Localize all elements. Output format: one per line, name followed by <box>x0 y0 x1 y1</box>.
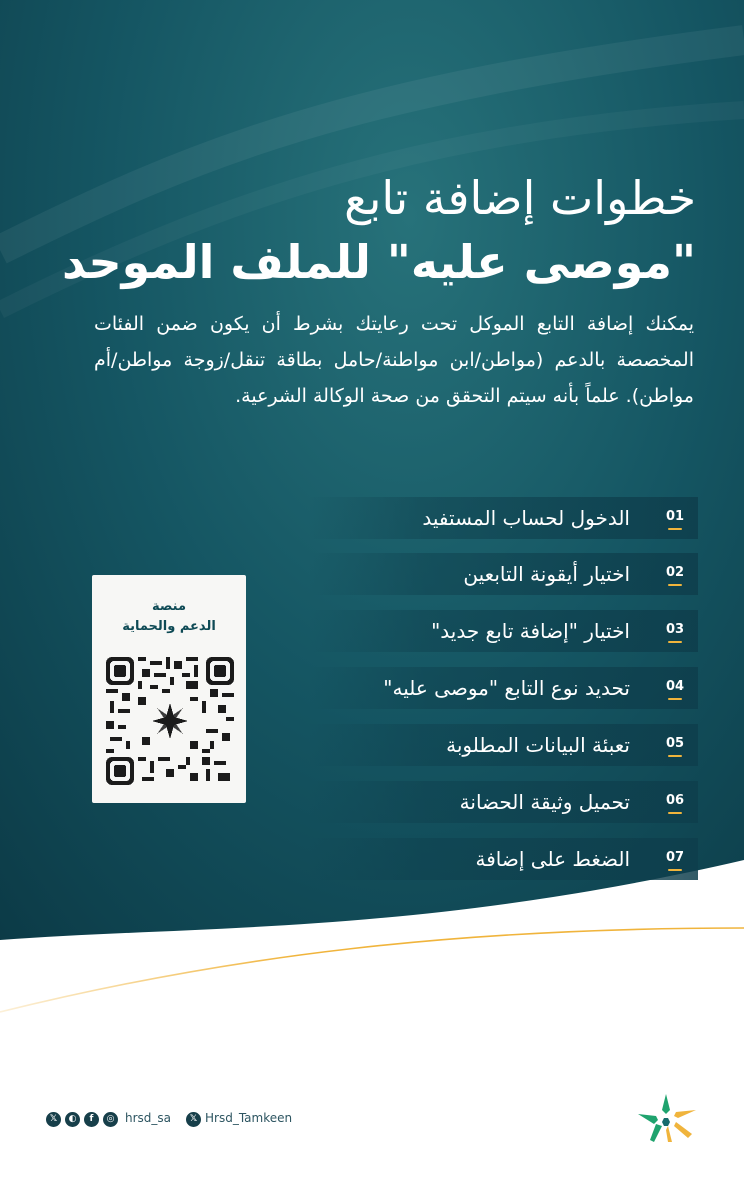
step-label: الضغط على إضافة <box>475 847 630 871</box>
step-number: 07 <box>652 850 698 869</box>
intro-paragraph: يمكنك إضافة التابع الموكل تحت رعايتك بشرط أن يكون ضمن الفئات المخصصة بالدعم (مواطن/ابن مواطنة/حامل بطاقة تنقل/زوجة مواطن/أم مواطن). علماً بأنه سيتم التحقق من صحة الوكالة الشرعية. <box>94 313 694 407</box>
x-icon[interactable]: 𝕏 <box>46 1112 61 1127</box>
qr-card[interactable] <box>92 575 246 803</box>
snapchat-icon[interactable]: ◐ <box>65 1112 80 1127</box>
qr-title <box>92 597 246 637</box>
step-label: تحديد نوع التابع "موصى عليه" <box>383 676 630 700</box>
qr-code-icon[interactable] <box>106 657 234 785</box>
facebook-icon[interactable]: f <box>84 1112 99 1127</box>
step-item <box>308 667 698 709</box>
brand-logo-icon <box>632 1092 700 1144</box>
step-label: اختيار أيقونة التابعين <box>463 562 630 586</box>
step-item <box>308 497 698 539</box>
step-label: تحميل وثيقة الحضانة <box>459 790 630 814</box>
step-label: الدخول لحساب المستفيد <box>422 506 630 530</box>
step-number: 06 <box>652 793 698 812</box>
step-number: 02 <box>652 565 698 584</box>
x-icon[interactable]: 𝕏 <box>186 1112 201 1127</box>
step-item <box>308 838 698 880</box>
step-number: 03 <box>652 622 698 641</box>
step-number: 04 <box>652 679 698 698</box>
qr-title-line-2: الدعم والحماية <box>122 619 216 634</box>
social-handle[interactable]: hrsd_sa <box>125 1111 172 1125</box>
step-item <box>308 610 698 652</box>
title-line-2: "موصى عليه" للملف الموحد <box>61 235 696 289</box>
step-item <box>308 781 698 823</box>
step-item <box>308 724 698 766</box>
step-item <box>308 553 698 595</box>
step-label: اختيار "إضافة تابع جديد" <box>431 619 630 643</box>
x-handle[interactable]: Hrsd_Tamkeen <box>205 1111 293 1125</box>
title-line-1: خطوات إضافة تابع <box>344 171 696 225</box>
qr-title-line-1: منصة <box>151 599 187 614</box>
instagram-icon[interactable]: ◎ <box>103 1112 118 1127</box>
step-label: تعبئة البيانات المطلوبة <box>446 733 630 757</box>
step-number: 05 <box>652 736 698 755</box>
step-number: 01 <box>652 509 698 528</box>
